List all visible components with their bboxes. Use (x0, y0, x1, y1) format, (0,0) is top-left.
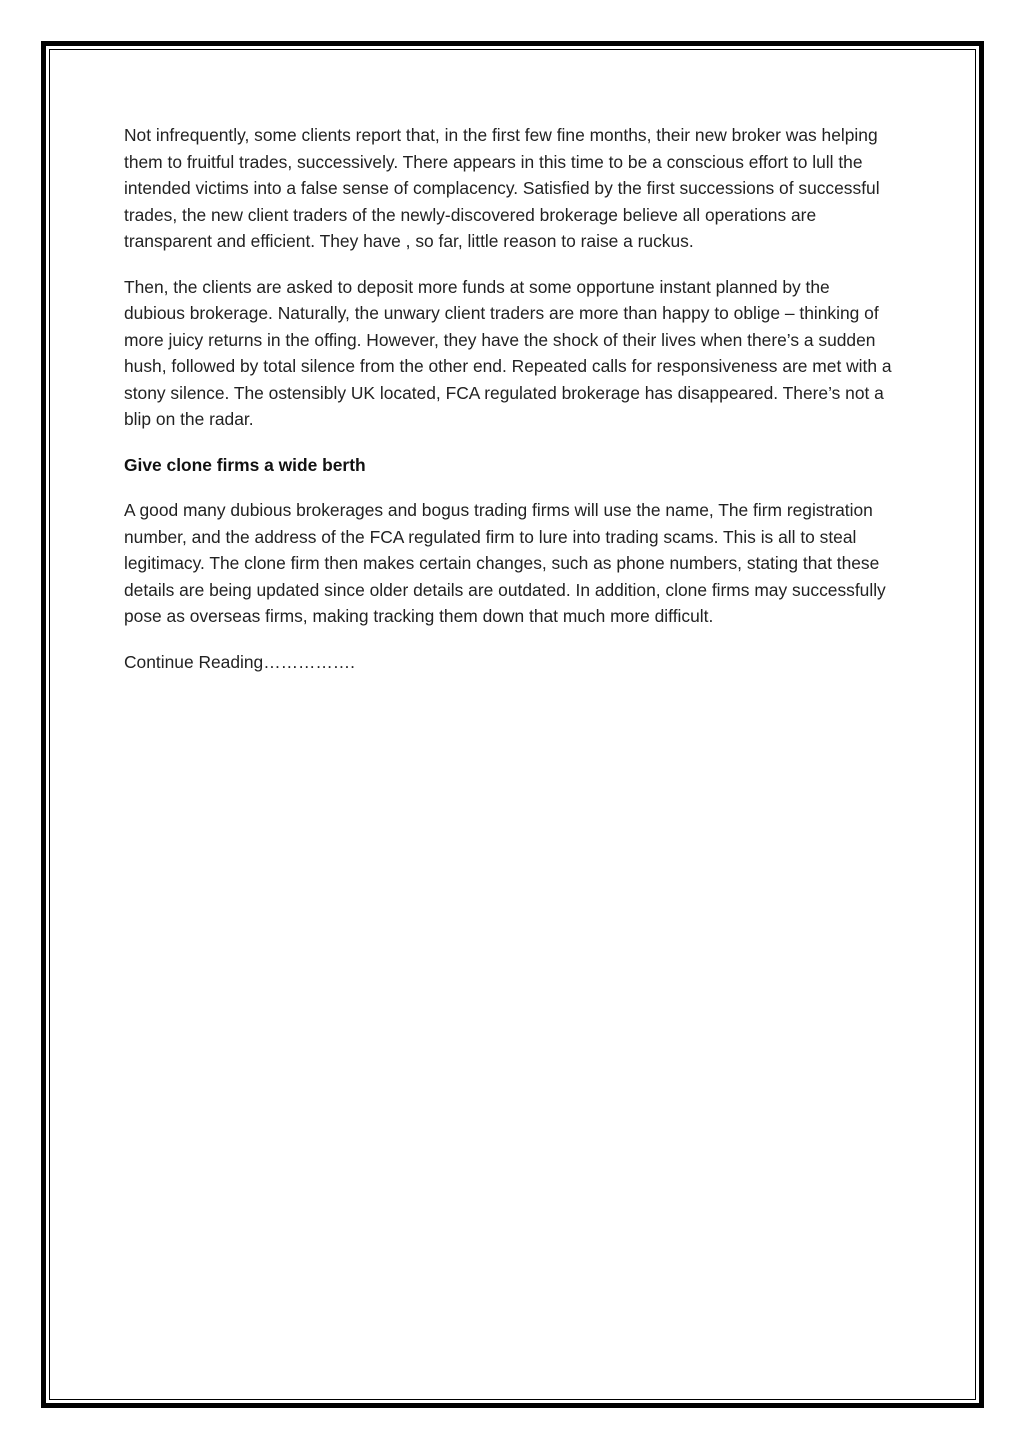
section-heading: Give clone firms a wide berth (124, 454, 366, 475)
continue-reading-link[interactable]: Continue Reading……………. (124, 651, 356, 672)
paragraph-3: A good many dubious brokerages and bogus trading firms will use the name, The firm registration number, and the address of the FCA regulated firm to lure into trading scams. This is all to steal legitimacy. The clone firm then makes certain changes, such as phone numbers, stating that these details are being updated since older details are outdated. In addition, clone firms may successfully pose as overseas firms, making tracking them down that much more difficult. (124, 500, 886, 626)
paragraph-2: Then, the clients are asked to deposit more funds at some opportune instant planned by the dubious brokerage. Naturally, the unwary client traders are more than happy to oblige – thinking of more juicy returns in the offing. However, they have the shock of their lives when there’s a sudden hush, followed by total silence from the other end. Repeated calls for responsiveness are met with a stony silence. The ostensibly UK located, FCA regulated brokerage has disappeared. There’s not a blip on the radar. (124, 276, 892, 429)
paragraph-1: Not infrequently, some clients report that, in the first few fine months, their new broker was helping them to fruitful trades, successively. There appears in this time to be a conscious effort to lull the intended victims into a false sense of complacency. Satisfied by the first successions of successful trades, the new client traders of the newly-discovered brokerage believe all operations are transparent and efficient. They have , so far, little reason to raise a ruckus. (124, 125, 880, 251)
document-body (124, 122, 894, 694)
